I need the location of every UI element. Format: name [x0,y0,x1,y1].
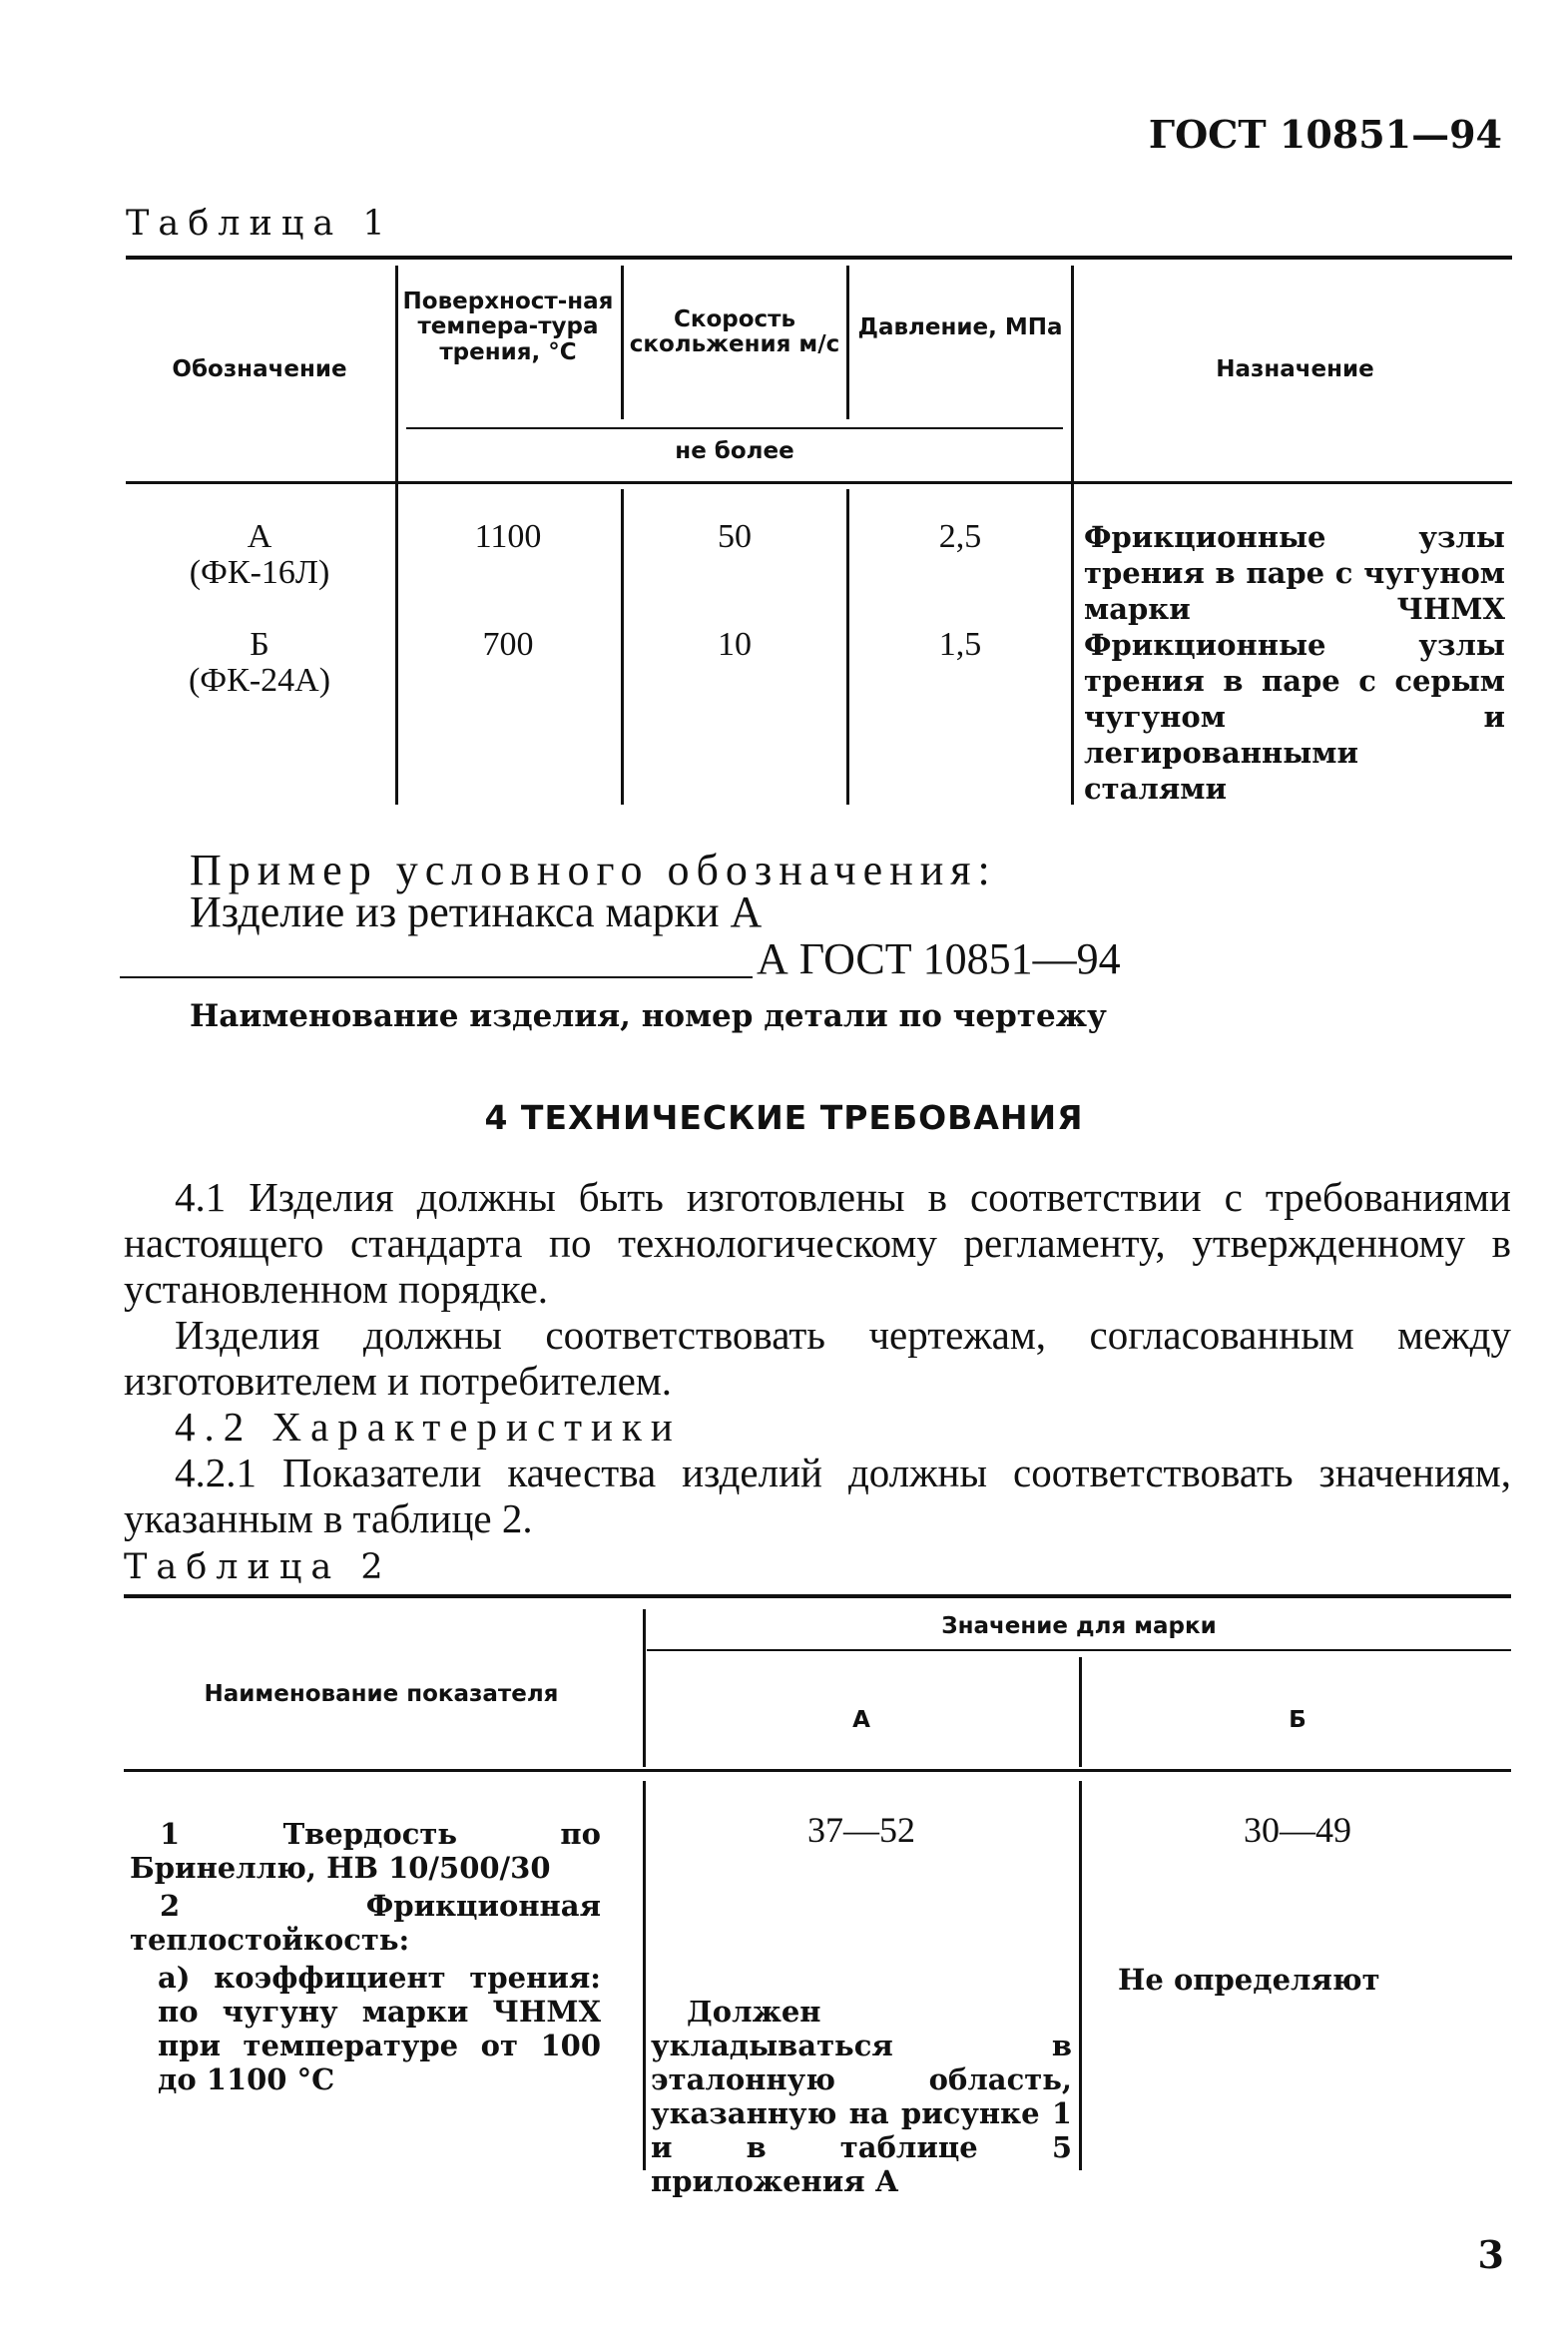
table-1-purpose-b: Фрикционные узлы трения в паре с серым чугуном и легированными сталями [1084,628,1505,806]
table-1-speed-b: 10 [718,626,752,663]
table-1-temperature-a: 1100 [474,518,542,555]
table-2-row-3-name: а) коэффициент трения: по чугуну марки ЧНМХ при температуре от 100 до 1100 °С [158,1961,601,2096]
example-code: А ГОСТ 10851—94 [757,934,1121,983]
table-2-header-grade-a: А [852,1707,870,1733]
table-2-row-2-name: 2 Фрикционная теплостойкость: [130,1889,601,1957]
page-number: 3 [1477,2232,1504,2277]
table-1-header-rule [126,481,1512,484]
table-2-header-indicator: Наименование показателя [204,1681,559,1707]
section-title: 4 ТЕХНИЧЕСКИЕ ТРЕБОВАНИЯ [484,1098,1084,1137]
table-1-header-not-more: не более [675,438,794,464]
example-underline [120,976,753,978]
paragraph-4-2-1: 4.2.1 Показатели качества изделий должны соответствовать значениям, указанным в таблице 2. [124,1450,1511,1541]
table-1-mark-b: (ФК-24А) [188,662,331,699]
table-2-row-1-name: 1 Твердость по Бринеллю, НВ 10/500/30 [130,1817,601,1885]
table-1-purpose-a: Фрикционные узлы трения в паре с чугуном марки ЧНМХ [1084,520,1505,626]
table-1-col-divider [395,266,398,805]
paragraph-4-1-second: Изделия должны соответствовать чертежам, согласованным между изготовителем и потребителем. [124,1312,1511,1404]
table-1-grade-b: Б [250,626,269,663]
table-1-speed-a: 50 [718,518,752,555]
table-1-pressure-a: 2,5 [938,518,982,555]
table-2-header-value: Значение для марки [941,1613,1217,1639]
paragraph-4-2-heading: 4.2 Характеристики [175,1404,682,1450]
section-4-body [124,1174,1511,1541]
table-1-top-rule [126,256,1512,260]
table-2-col-divider [643,1781,646,2170]
table-1-header-designation: Обозначение [172,356,347,382]
example-caption: Наименование изделия, номер детали по чертежу [190,998,1107,1034]
table-2-subheader-rule [647,1649,1511,1651]
table-2-row-3-value-a: Должен укладываться в эталонную область, указанную на рисунке 1 и в таблице 5 приложения А [651,1995,1072,2198]
table-2-label: Таблица 2 [124,1547,392,1587]
paragraph-4-1: 4.1 Изделия должны быть изготовлены в соответствии с требованиями настоящего стандарта по технологическому регламенту, утвержденному в установленном порядке. [124,1174,1511,1312]
table-2-header-rule [124,1769,1511,1772]
table-2-row-3-value-b: Не определяют [1118,1963,1380,1997]
table-1-mark-a: (ФК-16Л) [189,554,330,591]
table-1-header-speed: Скорость скольжения м/с [629,306,840,358]
table-2-top-rule [124,1594,1511,1598]
table-1-col-divider [1071,266,1074,805]
table-1-col-divider [621,489,624,805]
table-1-header-pressure: Давление, МПа [857,314,1063,340]
table-2-row-1-value-b: 30—49 [1244,1810,1351,1850]
example-text: Изделие из ретинакса марки А [190,887,763,936]
table-1-label: Таблица 1 [126,204,394,244]
example-title: Пример условного обозначения: [190,846,997,894]
table-1-col-divider [846,489,849,805]
table-1-header-temperature: Поверхност-ная темпера-тура трения, °С [402,289,614,365]
table-1-subheader-rule [406,427,1063,429]
table-1-header-purpose: Назначение [1216,356,1374,382]
table-1-pressure-b: 1,5 [938,626,982,663]
table-1-temperature-b: 700 [482,626,534,663]
table-2-col-divider [643,1609,646,1767]
table-1-col-divider [846,266,849,419]
table-2-row-1-value-a: 37—52 [807,1810,915,1850]
table-2-header-grade-b: Б [1289,1707,1307,1733]
table-1-col-divider [621,266,624,419]
table-1-grade-a: А [247,518,272,555]
document-code: ГОСТ 10851—94 [1148,112,1502,157]
table-2-col-divider [1079,1657,1082,1767]
table-2-col-divider [1079,1781,1082,2170]
